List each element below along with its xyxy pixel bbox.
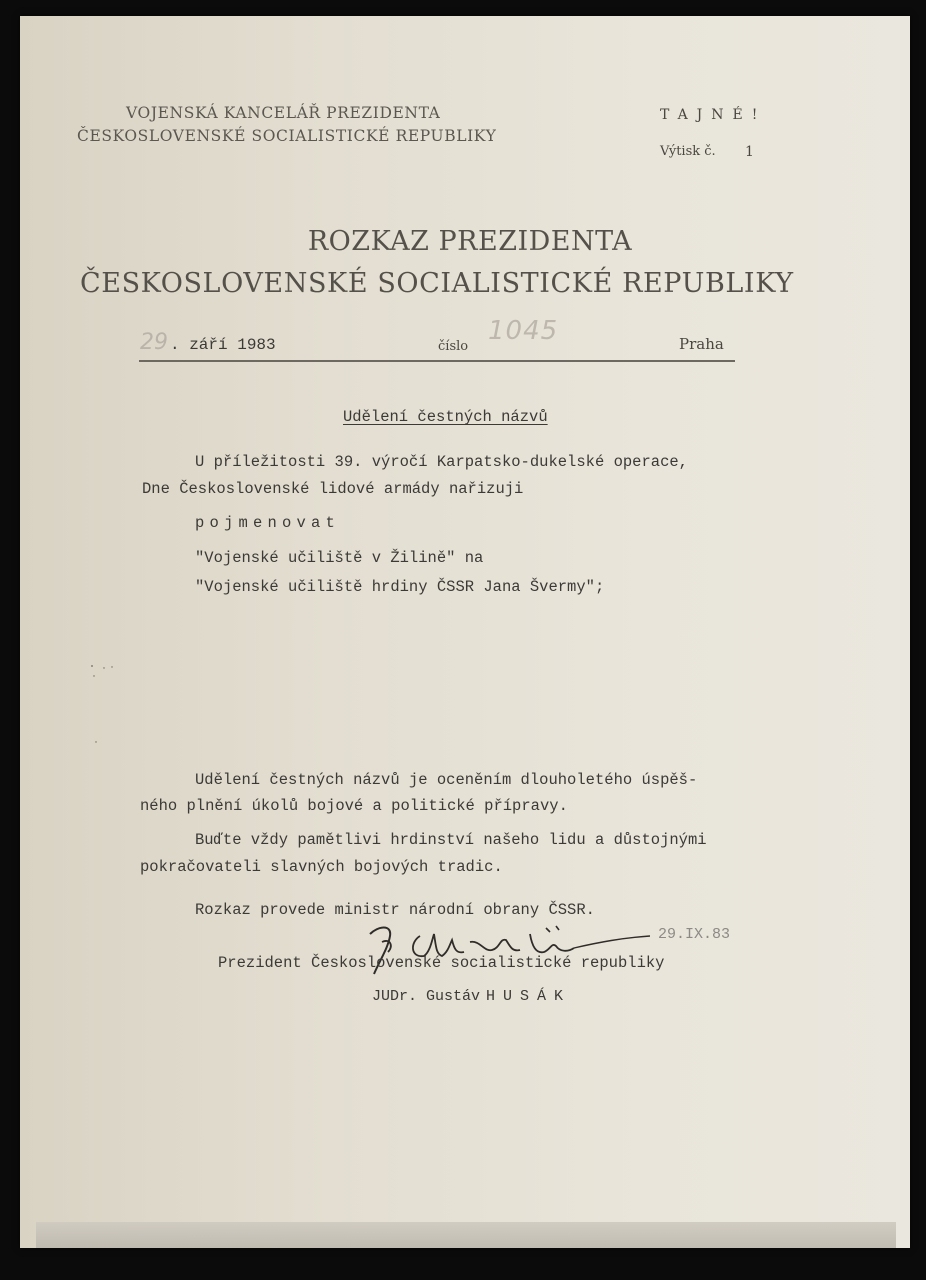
date-day-handwritten: 29 xyxy=(140,330,168,355)
date-text: . září 1983 xyxy=(170,336,276,354)
title-line-1: ROZKAZ PREZIDENTA xyxy=(307,226,633,257)
body-line-4: "Vojenské učiliště v Žilině" na xyxy=(195,549,484,567)
subject-heading: Udělení čestných názvů xyxy=(343,408,548,426)
header-rule xyxy=(139,360,735,362)
stamp-date: 29.IX.83 xyxy=(658,926,731,943)
classification-mark: TAJNÉ! xyxy=(660,107,767,123)
office-line-1: VOJENSKÁ KANCELÁŘ PREZIDENTA xyxy=(126,104,441,122)
place: Praha xyxy=(679,335,724,353)
closing-line-3: Buďte vždy pamětlivi hrdinství našeho lidu a důstojnými xyxy=(195,831,707,849)
closing-line-2: ného plnění úkolů bojové a politické přípravy. xyxy=(140,797,568,815)
body-line-1: U příležitosti 39. výročí Karpatsko-dukelské operace, xyxy=(195,453,688,471)
body-line-3: pojmenovat xyxy=(195,514,341,532)
president-name xyxy=(372,988,571,1005)
office-line-2: ČESKOSLOVENSKÉ SOCIALISTICKÉ REPUBLIKY xyxy=(77,127,497,145)
body-line-2: Dne Československé lidové armády nařizuji xyxy=(142,480,524,498)
copy-number: 1 xyxy=(745,144,754,160)
number-handwritten: 1045 xyxy=(488,316,559,346)
number-label: číslo xyxy=(438,339,469,354)
body-line-5: "Vojenské učiliště hrdiny ČSSR Jana Švermy"; xyxy=(195,578,605,596)
paper-edge xyxy=(36,1222,896,1248)
title-line-2: ČESKOSLOVENSKÉ SOCIALISTICKÉ REPUBLIKY xyxy=(80,268,794,299)
document-page xyxy=(20,16,910,1248)
copy-label: Výtisk č. xyxy=(660,144,716,159)
closing-line-4: pokračovateli slavných bojových tradic. xyxy=(140,858,503,876)
closing-line-1: Udělení čestných názvů je oceněním dlouholetého úspěš- xyxy=(195,771,698,789)
closing-line-5: Rozkaz provede ministr národní obrany ČSSR. xyxy=(195,901,595,919)
president-prefix: JUDr. Gustáv xyxy=(372,988,481,1005)
president-surname: HUSÁK xyxy=(486,988,572,1005)
president-title: Prezident Československé socialistické republiky xyxy=(218,954,665,972)
paper-specks xyxy=(88,660,128,760)
